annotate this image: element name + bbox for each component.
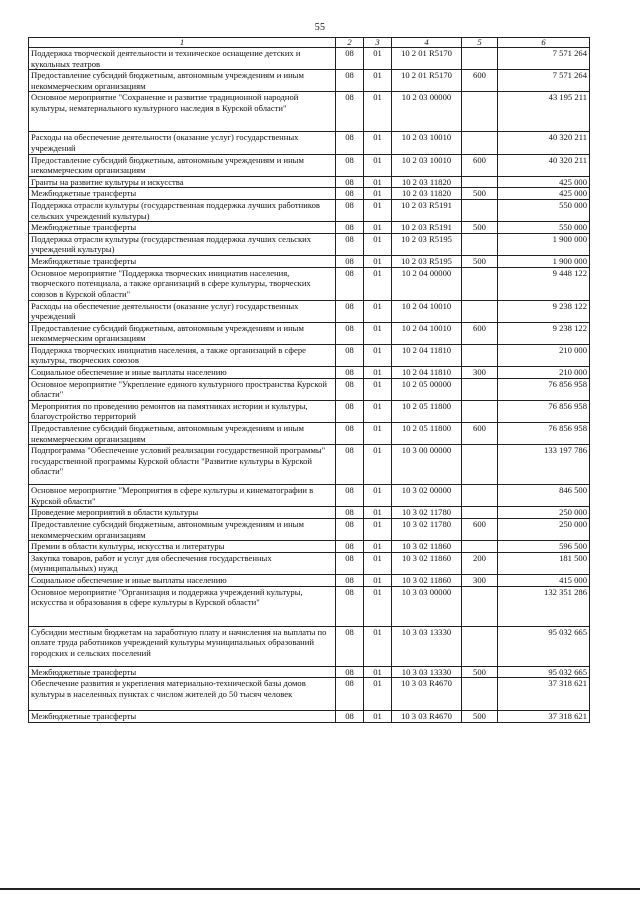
row-amount: 1 900 000	[498, 233, 590, 255]
row-subsection: 01	[364, 485, 392, 507]
row-description: Межбюджетные трансферты	[29, 666, 336, 678]
table-row	[29, 48, 590, 70]
row-description: Основное мероприятие "Укрепление единого культурного пространства Курской области"	[29, 378, 336, 400]
row-description: Субсидии местным бюджетам на заработную плату и начисления на выплаты по оплате труда работников учреждений культуры муниципальных образований городских и сельских поселений	[29, 626, 336, 666]
row-description: Гранты на развитие культуры и искусства	[29, 176, 336, 188]
row-section: 08	[336, 154, 364, 176]
row-subsection: 01	[364, 711, 392, 723]
row-target-code: 10 2 03 11820	[392, 188, 462, 200]
row-section: 08	[336, 423, 364, 445]
row-description: Поддержка творческих инициатив населения, а также организаций в сфере культуры, творческих союзов	[29, 344, 336, 366]
row-subsection: 01	[364, 48, 392, 70]
row-expense-type	[462, 199, 498, 221]
row-section: 08	[336, 48, 364, 70]
row-subsection: 01	[364, 666, 392, 678]
table-row	[29, 344, 590, 366]
row-target-code: 10 2 01 R5170	[392, 70, 462, 92]
row-amount: 550 000	[498, 199, 590, 221]
row-amount: 250 000	[498, 519, 590, 541]
table-row	[29, 552, 590, 574]
row-subsection: 01	[364, 300, 392, 322]
row-description: Межбюджетные трансферты	[29, 222, 336, 234]
page-number: 55	[314, 22, 326, 33]
row-target-code: 10 2 01 R5170	[392, 48, 462, 70]
table-body	[29, 48, 590, 723]
row-subsection: 01	[364, 154, 392, 176]
row-subsection: 01	[364, 367, 392, 379]
row-description: Межбюджетные трансферты	[29, 711, 336, 723]
table-row	[29, 400, 590, 422]
row-amount: 43 195 211	[498, 92, 590, 132]
row-expense-type	[462, 507, 498, 519]
row-expense-type	[462, 267, 498, 300]
row-section: 08	[336, 519, 364, 541]
row-target-code: 10 2 03 11820	[392, 176, 462, 188]
row-expense-type	[462, 344, 498, 366]
row-amount: 40 320 211	[498, 154, 590, 176]
row-section: 08	[336, 574, 364, 586]
table-row	[29, 519, 590, 541]
row-expense-type: 500	[462, 222, 498, 234]
row-expense-type	[462, 378, 498, 400]
row-subsection: 01	[364, 176, 392, 188]
table-row	[29, 445, 590, 485]
row-target-code: 10 3 03 13330	[392, 666, 462, 678]
table-row	[29, 92, 590, 132]
row-description: Расходы на обеспечение деятельности (оказание услуг) государственных учреждений	[29, 300, 336, 322]
row-target-code: 10 3 02 11860	[392, 574, 462, 586]
row-description: Расходы на обеспечение деятельности (оказание услуг) государственных учреждений	[29, 132, 336, 154]
bottom-rule	[0, 888, 640, 890]
row-expense-type	[462, 176, 498, 188]
row-target-code: 10 3 02 11780	[392, 519, 462, 541]
row-description: Социальное обеспечение и иные выплаты населению	[29, 574, 336, 586]
row-target-code: 10 2 03 00000	[392, 92, 462, 132]
row-amount: 9 238 122	[498, 300, 590, 322]
row-expense-type	[462, 485, 498, 507]
row-amount: 7 571 264	[498, 48, 590, 70]
row-amount: 181 500	[498, 552, 590, 574]
row-expense-type	[462, 92, 498, 132]
row-subsection: 01	[364, 255, 392, 267]
row-section: 08	[336, 678, 364, 711]
row-section: 08	[336, 322, 364, 344]
row-expense-type	[462, 445, 498, 485]
row-description: Предоставление субсидий бюджетным, автономным учреждениям и иным некоммерческим организациям	[29, 70, 336, 92]
row-description: Основное мероприятие "Организация и поддержка учреждений культуры, искусства и образования в сфере культуры в Курской области"	[29, 586, 336, 626]
row-subsection: 01	[364, 188, 392, 200]
row-target-code: 10 2 04 10010	[392, 300, 462, 322]
row-description: Основное мероприятие "Сохранение и развитие традиционной народной культуры, нематериального культурного наследия в Курской области"	[29, 92, 336, 132]
row-expense-type: 500	[462, 666, 498, 678]
row-section: 08	[336, 552, 364, 574]
row-section: 08	[336, 344, 364, 366]
row-subsection: 01	[364, 552, 392, 574]
row-expense-type: 500	[462, 188, 498, 200]
row-amount: 95 032 665	[498, 626, 590, 666]
table-row	[29, 586, 590, 626]
row-subsection: 01	[364, 678, 392, 711]
row-description: Предоставление субсидий бюджетным, автономным учреждениям и иным некоммерческим организациям	[29, 423, 336, 445]
row-section: 08	[336, 586, 364, 626]
table-header-row	[29, 38, 590, 48]
row-description: Социальное обеспечение и иные выплаты населению	[29, 367, 336, 379]
row-target-code: 10 2 05 00000	[392, 378, 462, 400]
row-target-code: 10 3 03 R4670	[392, 678, 462, 711]
row-description: Мероприятия по проведению ремонтов на памятниках истории и культуры, благоустройство территорий	[29, 400, 336, 422]
row-amount: 250 000	[498, 507, 590, 519]
table-row	[29, 367, 590, 379]
row-description: Межбюджетные трансферты	[29, 255, 336, 267]
row-section: 08	[336, 233, 364, 255]
row-amount: 95 032 665	[498, 666, 590, 678]
row-expense-type: 600	[462, 322, 498, 344]
row-subsection: 01	[364, 586, 392, 626]
row-section: 08	[336, 400, 364, 422]
row-expense-type	[462, 400, 498, 422]
row-description: Подпрограмма "Обеспечение условий реализации государственной программы" государственной программы Курской области "Развитие культуры в Курской области"	[29, 445, 336, 485]
row-target-code: 10 3 02 11860	[392, 552, 462, 574]
row-section: 08	[336, 255, 364, 267]
row-amount: 132 351 286	[498, 586, 590, 626]
row-description: Предоставление субсидий бюджетным, автономным учреждениям и иным некоммерческим организациям	[29, 154, 336, 176]
row-section: 08	[336, 300, 364, 322]
row-section: 08	[336, 666, 364, 678]
row-section: 08	[336, 378, 364, 400]
row-target-code: 10 2 05 11800	[392, 400, 462, 422]
row-subsection: 01	[364, 507, 392, 519]
row-description: Обеспечение развития и укрепления материально-технической базы домов культуры в населенных пунктах с числом жителей до 50 тысяч человек	[29, 678, 336, 711]
header-col-1: 1	[29, 38, 336, 48]
row-description: Основное мероприятие "Поддержка творческих инициатив населения, творческого потенциала, а также организаций в сфере культуры, творческих союзов в Курской области"	[29, 267, 336, 300]
header-col-6: 6	[498, 38, 590, 48]
row-subsection: 01	[364, 445, 392, 485]
row-subsection: 01	[364, 541, 392, 553]
row-expense-type: 500	[462, 255, 498, 267]
table-row	[29, 154, 590, 176]
table-row	[29, 574, 590, 586]
row-description: Поддержка отрасли культуры (государственная поддержка лучших сельских учреждений культуры)	[29, 233, 336, 255]
table-row	[29, 711, 590, 723]
row-amount: 1 900 000	[498, 255, 590, 267]
row-section: 08	[336, 541, 364, 553]
row-section: 08	[336, 132, 364, 154]
row-description: Поддержка творческой деятельности и техническое оснащение детских и кукольных театров	[29, 48, 336, 70]
row-description: Премии в области культуры, искусства и литературы	[29, 541, 336, 553]
row-section: 08	[336, 267, 364, 300]
row-expense-type	[462, 233, 498, 255]
table-row	[29, 626, 590, 666]
row-expense-type	[462, 132, 498, 154]
table-row	[29, 70, 590, 92]
row-subsection: 01	[364, 70, 392, 92]
row-section: 08	[336, 507, 364, 519]
row-section: 08	[336, 222, 364, 234]
table-row	[29, 255, 590, 267]
row-subsection: 01	[364, 626, 392, 666]
table-row	[29, 507, 590, 519]
row-description: Закупка товаров, работ и услуг для обеспечения государственных (муниципальных) нужд	[29, 552, 336, 574]
row-subsection: 01	[364, 574, 392, 586]
row-subsection: 01	[364, 132, 392, 154]
row-subsection: 01	[364, 344, 392, 366]
table-row	[29, 666, 590, 678]
header-col-2: 2	[336, 38, 364, 48]
row-amount: 76 856 958	[498, 378, 590, 400]
row-amount: 846 500	[498, 485, 590, 507]
header-col-4: 4	[392, 38, 462, 48]
row-target-code: 10 2 04 11810	[392, 344, 462, 366]
row-target-code: 10 3 03 00000	[392, 586, 462, 626]
row-target-code: 10 2 03 R5191	[392, 199, 462, 221]
table-row	[29, 188, 590, 200]
row-subsection: 01	[364, 92, 392, 132]
table-row	[29, 485, 590, 507]
row-amount: 210 000	[498, 344, 590, 366]
row-expense-type	[462, 626, 498, 666]
row-description: Предоставление субсидий бюджетным, автономным учреждениям и иным некоммерческим организациям	[29, 519, 336, 541]
row-subsection: 01	[364, 378, 392, 400]
row-description: Поддержка отрасли культуры (государственная поддержка лучших работников сельских учреждений культуры)	[29, 199, 336, 221]
row-target-code: 10 3 02 11860	[392, 541, 462, 553]
row-target-code: 10 2 03 R5195	[392, 233, 462, 255]
table-row	[29, 322, 590, 344]
row-target-code: 10 3 02 11780	[392, 507, 462, 519]
table-row	[29, 541, 590, 553]
header-col-5: 5	[462, 38, 498, 48]
table-row	[29, 132, 590, 154]
row-target-code: 10 2 04 10010	[392, 322, 462, 344]
row-target-code: 10 2 04 11810	[392, 367, 462, 379]
table-row	[29, 678, 590, 711]
row-target-code: 10 2 03 10010	[392, 154, 462, 176]
row-expense-type	[462, 48, 498, 70]
row-target-code: 10 3 03 R4670	[392, 711, 462, 723]
row-subsection: 01	[364, 519, 392, 541]
row-subsection: 01	[364, 400, 392, 422]
row-expense-type: 600	[462, 519, 498, 541]
row-expense-type	[462, 678, 498, 711]
row-amount: 76 856 958	[498, 400, 590, 422]
budget-table	[28, 37, 590, 723]
table-row	[29, 222, 590, 234]
row-subsection: 01	[364, 233, 392, 255]
row-amount: 425 000	[498, 176, 590, 188]
row-section: 08	[336, 485, 364, 507]
row-expense-type	[462, 300, 498, 322]
row-target-code: 10 2 03 R5191	[392, 222, 462, 234]
table-row	[29, 300, 590, 322]
row-expense-type: 200	[462, 552, 498, 574]
row-section: 08	[336, 70, 364, 92]
row-expense-type	[462, 541, 498, 553]
row-description: Основное мероприятие "Мероприятия в сфере культуры и кинематографии в Курской области"	[29, 485, 336, 507]
row-amount: 596 500	[498, 541, 590, 553]
row-amount: 37 318 621	[498, 678, 590, 711]
row-expense-type: 300	[462, 574, 498, 586]
row-expense-type: 600	[462, 70, 498, 92]
row-expense-type: 300	[462, 367, 498, 379]
row-section: 08	[336, 199, 364, 221]
row-expense-type	[462, 586, 498, 626]
row-amount: 9 448 122	[498, 267, 590, 300]
row-amount: 210 000	[498, 367, 590, 379]
row-subsection: 01	[364, 423, 392, 445]
row-subsection: 01	[364, 199, 392, 221]
table-row	[29, 233, 590, 255]
row-amount: 76 856 958	[498, 423, 590, 445]
row-amount: 550 000	[498, 222, 590, 234]
row-amount: 7 571 264	[498, 70, 590, 92]
row-section: 08	[336, 367, 364, 379]
row-target-code: 10 2 04 00000	[392, 267, 462, 300]
row-amount: 37 318 621	[498, 711, 590, 723]
row-section: 08	[336, 711, 364, 723]
table-row	[29, 423, 590, 445]
row-description: Предоставление субсидий бюджетным, автономным учреждениям и иным некоммерческим организациям	[29, 322, 336, 344]
row-amount: 9 238 122	[498, 322, 590, 344]
table-row	[29, 199, 590, 221]
row-target-code: 10 2 05 11800	[392, 423, 462, 445]
row-amount: 133 197 786	[498, 445, 590, 485]
row-subsection: 01	[364, 267, 392, 300]
row-amount: 425 000	[498, 188, 590, 200]
row-section: 08	[336, 626, 364, 666]
table-row	[29, 378, 590, 400]
row-expense-type: 600	[462, 154, 498, 176]
row-section: 08	[336, 188, 364, 200]
row-section: 08	[336, 176, 364, 188]
row-description: Межбюджетные трансферты	[29, 188, 336, 200]
row-target-code: 10 3 03 13330	[392, 626, 462, 666]
row-description: Проведение мероприятий в области культуры	[29, 507, 336, 519]
row-section: 08	[336, 92, 364, 132]
row-subsection: 01	[364, 222, 392, 234]
row-target-code: 10 3 00 00000	[392, 445, 462, 485]
table-row	[29, 267, 590, 300]
row-expense-type: 500	[462, 711, 498, 723]
row-target-code: 10 2 03 R5195	[392, 255, 462, 267]
row-section: 08	[336, 445, 364, 485]
header-col-3: 3	[364, 38, 392, 48]
row-target-code: 10 3 02 00000	[392, 485, 462, 507]
row-subsection: 01	[364, 322, 392, 344]
row-target-code: 10 2 03 10010	[392, 132, 462, 154]
table-row	[29, 176, 590, 188]
row-amount: 415 000	[498, 574, 590, 586]
row-expense-type: 600	[462, 423, 498, 445]
row-amount: 40 320 211	[498, 132, 590, 154]
